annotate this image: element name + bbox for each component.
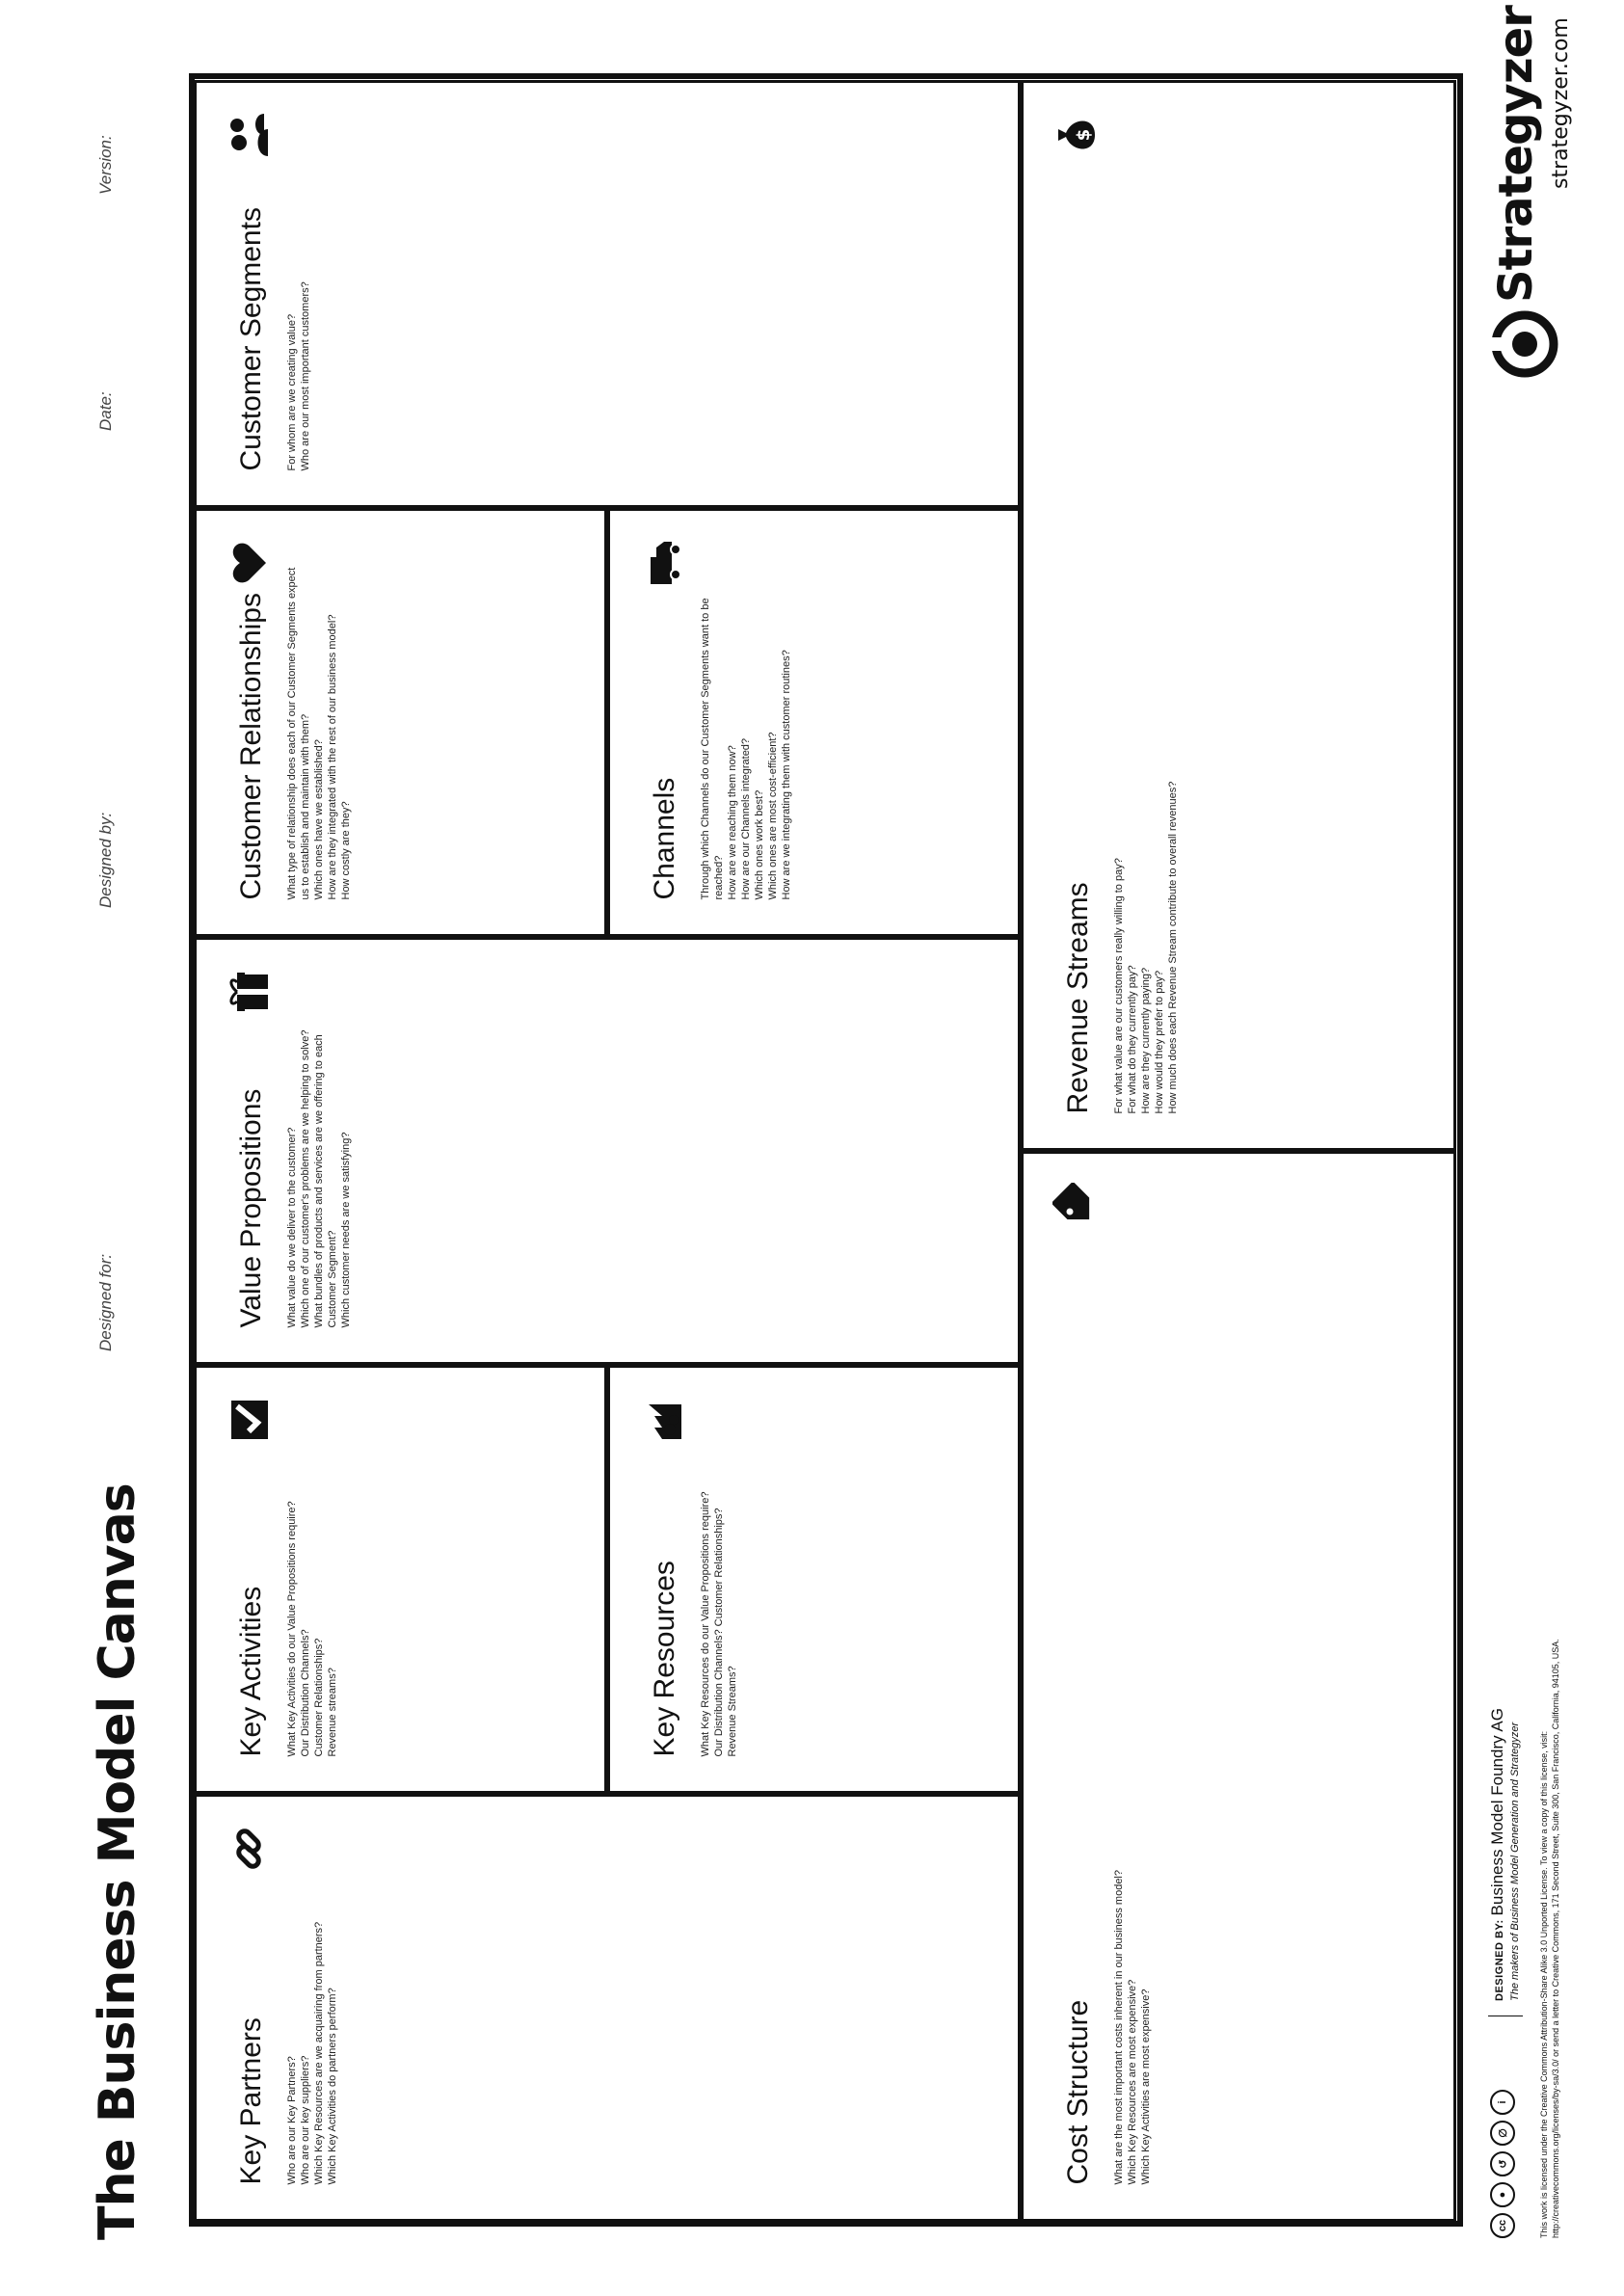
footer (1484, 889, 1600, 2238)
block-customer-relationships (194, 509, 607, 938)
customer-relationships-title: Customer Relationships (234, 593, 267, 900)
question-line: Who are our most important customers? (299, 281, 311, 471)
question-line: Our Distribution Channels? (299, 1629, 311, 1757)
designed-by-name: Business Model Foundry AG (1488, 1708, 1506, 1916)
check-icon (226, 1398, 272, 1444)
cost-structure-questions (1112, 1333, 1153, 2185)
truck-icon (639, 541, 685, 587)
question-line: Which Key Resources are most expensive? (1126, 1979, 1138, 2185)
license-line-2: http://creativecommons.org/licenses/by-sa/3.0/ or send a letter to Creative Commons, 171 Second Street, Suite 300, San Francisco, California, 94105, USA. (1551, 1639, 1560, 2238)
canvas-blocks (195, 79, 1457, 2221)
question-line: What bundles of products and services are we offering to each Customer Segment? (312, 1034, 338, 1328)
value-propositions-questions (285, 990, 353, 1327)
question-line: What type of relationship does each of our Customer Segments expect us to establish and maintain with them? (285, 567, 311, 900)
block-key-activities (194, 1366, 607, 1795)
price-tag-icon (1052, 1184, 1099, 1230)
cost-structure-title: Cost Structure (1061, 1999, 1094, 2185)
question-line: For what do they currently pay? (1126, 965, 1138, 1114)
question-line: Which customer needs are we satisfying? (339, 1132, 352, 1328)
license-line-1: This work is licensed under the Creative Commons Attribution-Share Alike 3.0 Unported License. To view a copy of this license, visit: (1539, 1730, 1549, 2238)
money-bag-icon (1052, 113, 1099, 159)
heart-icon (226, 541, 272, 587)
question-line: How are they integrated with the rest of our business model? (326, 614, 338, 900)
block-revenue-streams (1021, 81, 1456, 1152)
question-line: Which ones work best? (753, 789, 765, 900)
question-line: Revenue Streams? (726, 1666, 738, 1757)
makers-of-line: The makers of Business Model Generation and Strategyzer (1509, 1722, 1521, 2001)
question-line: Which Key Resources are we acquairing from partners? (312, 1921, 325, 2185)
version-field: Version: (96, 135, 115, 195)
page-title: The Business Model Canvas (89, 1483, 146, 2240)
block-customer-segments (194, 81, 1021, 509)
cc-by-icon: ● (1490, 2182, 1515, 2207)
brand-name: Strategyzer (1489, 6, 1543, 303)
question-line: Revenue streams? (326, 1668, 338, 1757)
question-line: For what value are our customers really willing to pay? (1112, 858, 1125, 1114)
gift-icon (226, 970, 272, 1016)
question-line: Which one of our customer's problems are we helping to solve? (299, 1029, 311, 1328)
question-line: How would they prefer to pay? (1153, 970, 1165, 1114)
question-line: Which Key Activities are most expensive? (1139, 1989, 1152, 2185)
factory-icon (639, 1398, 685, 1444)
cc-icon: cc (1490, 2213, 1515, 2238)
question-line: What Key Activities do our Value Propositions require? (285, 1501, 298, 1757)
revenue-streams-questions (1112, 262, 1180, 1114)
question-line: Who are our key suppliers? (299, 2055, 311, 2185)
question-line: What value do we deliver to the customer? (285, 1127, 298, 1328)
key-activities-questions (285, 1418, 339, 1756)
canvas-frame (189, 73, 1463, 2227)
block-key-resources (607, 1366, 1021, 1795)
question-line: Customer Relationships? (312, 1638, 325, 1757)
customer-relationships-questions (285, 561, 353, 899)
block-channels (607, 509, 1021, 938)
value-propositions-title: Value Propositions (234, 1088, 267, 1328)
date-field: Date: (96, 391, 115, 431)
question-line: Our Distribution Channels? Customer Relationships? (712, 1508, 725, 1757)
key-resources-title: Key Resources (648, 1561, 680, 1757)
question-line: Which ones are most cost-efficient? (766, 732, 779, 900)
question-line: How are our Channels integrated? (739, 737, 752, 900)
designed-by-field: Designed by: (96, 812, 115, 908)
revenue-streams-title: Revenue Streams (1061, 882, 1094, 1114)
question-line: How are we reaching them now? (726, 745, 738, 900)
question-line: For whom are we creating value? (285, 313, 298, 471)
designed-by-label: DESIGNED BY: (1494, 1919, 1505, 2001)
customer-segments-questions (285, 133, 312, 470)
license-text (1538, 889, 1561, 2238)
cc-nc-icon: ∅ (1490, 2121, 1515, 2146)
key-resources-questions (699, 1418, 739, 1756)
question-line: How much does each Revenue Stream contribute to overall revenues? (1166, 781, 1179, 1114)
question-line: How are we integrating them with customer routines? (780, 650, 792, 900)
people-icon (226, 113, 272, 159)
block-key-partners (194, 1795, 1021, 2223)
strategyzer-brand (1489, 6, 1605, 378)
key-partners-questions (285, 1847, 339, 2184)
question-line: Which ones have we established? (312, 739, 325, 900)
strategyzer-logo-icon (1491, 310, 1558, 378)
cc-license-icons (1490, 2090, 1519, 2238)
channels-questions (699, 561, 793, 899)
question-line: What Key Resources do our Value Propositions require? (699, 1491, 711, 1757)
customer-segments-title: Customer Segments (234, 207, 267, 471)
designed-for-field: Designed for: (96, 1253, 115, 1351)
link-icon (226, 1827, 272, 1873)
key-partners-title: Key Partners (234, 2017, 267, 2185)
channels-title: Channels (648, 777, 680, 900)
question-line: Which Key Activities do partners perform? (326, 1988, 338, 2185)
question-line: How are they currently paying? (1139, 967, 1152, 1114)
cc-sa-icon: ↺ (1490, 2151, 1515, 2176)
question-line: How costly are they? (339, 801, 352, 900)
svg-text:$: $ (1073, 129, 1094, 142)
brand-url: strategyzer.com (1549, 17, 1573, 189)
designed-by-credit (1488, 1708, 1507, 2001)
block-cost-structure (1021, 1152, 1456, 2223)
question-line: Through which Channels do our Customer Segments want to be reached? (699, 598, 725, 900)
cc-info-icon: i (1490, 2090, 1515, 2115)
key-activities-title: Key Activities (234, 1586, 267, 1757)
block-value-propositions (194, 938, 1021, 1366)
question-line: Who are our Key Partners? (285, 2056, 298, 2185)
question-line: What are the most important costs inherent in our business model? (1112, 1870, 1125, 2185)
